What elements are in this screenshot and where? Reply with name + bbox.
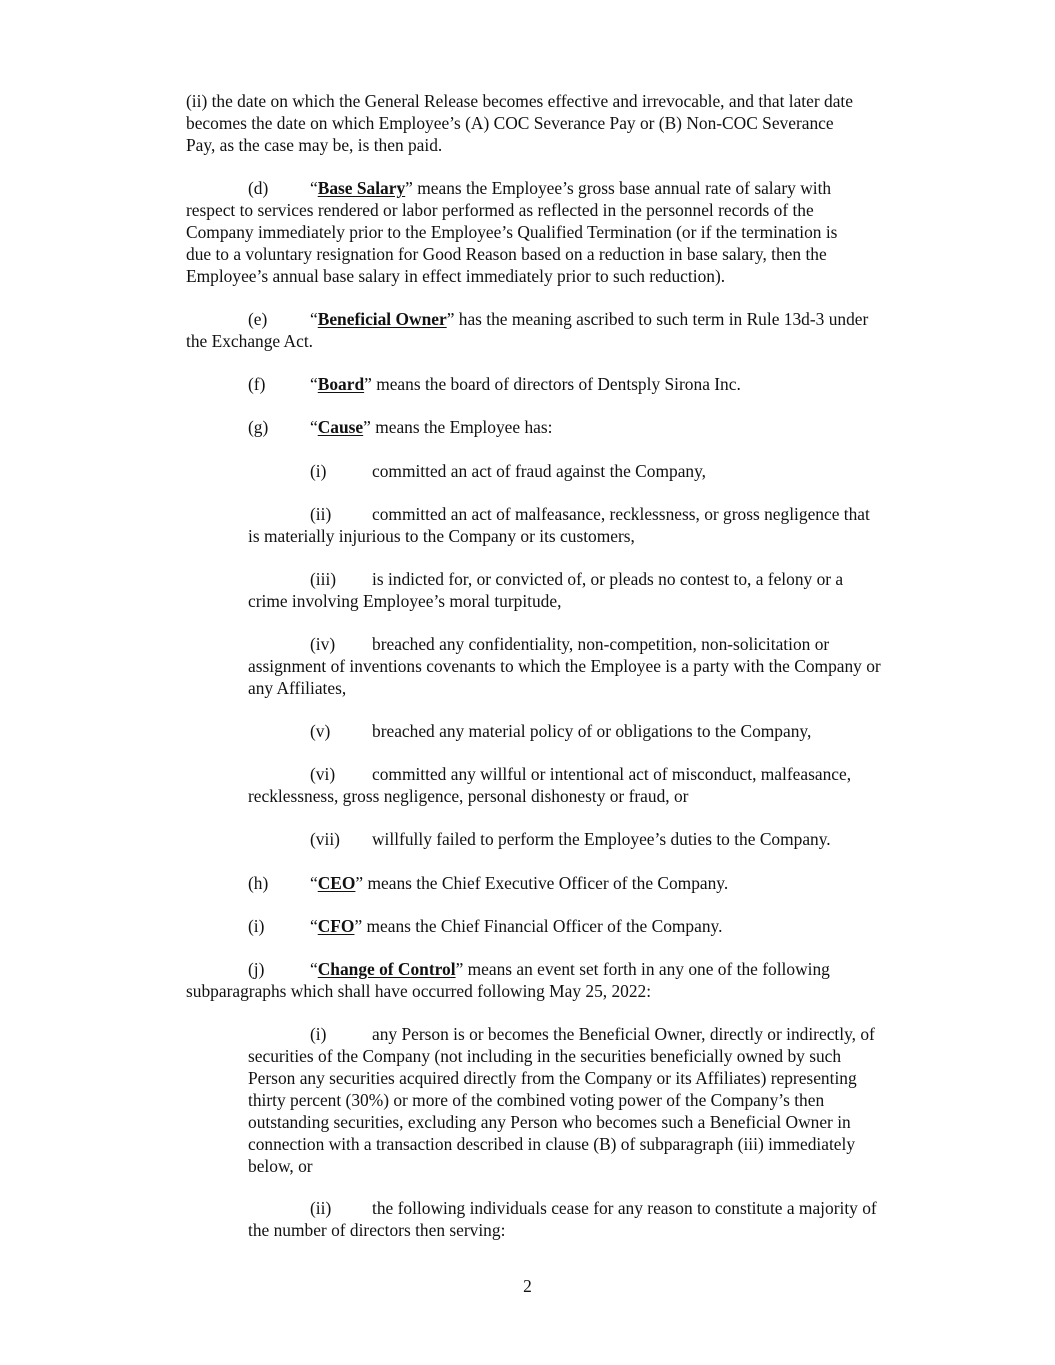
- text-line: respect to services rendered or labor performed as reflected in the personnel records of the: [186, 200, 814, 220]
- defined-term: Cause: [317, 417, 364, 437]
- definition-base-salary: (d) “Base Salary” means the Employee’s gross base annual rate of salary with respect to services rendered or labor performed as reflected in the personnel records of the Company immediately prior to the Employee’s Qualified Termination (or if the termination is due to a voluntary resignation for Good Reason based on a reduction in base salary, then the Employee’s annual base salary in effect immediately prior to such reduction).: [186, 178, 838, 286]
- defined-term: Board: [317, 374, 365, 394]
- clause-number: (ii): [310, 504, 332, 524]
- definition-cfo: (i) “CFO” means the Chief Financial Officer of the Company.: [248, 916, 723, 936]
- page-number: 2: [523, 1276, 532, 1296]
- item-text: willfully failed to perform the Employee’s duties to the Company.: [372, 829, 831, 849]
- text-line: Employee’s annual base salary in effect immediately prior to such reduction).: [186, 266, 726, 286]
- text-line: Company immediately prior to the Employee’s Qualified Termination (or if the termination is: [186, 222, 838, 242]
- clause-number: (h): [248, 873, 269, 893]
- text-line: (ii) the date on which the General Release becomes effective and irrevocable, and that later date: [186, 91, 853, 111]
- item-text: committed an act of malfeasance, recklessness, or gross negligence that: [372, 504, 870, 524]
- text-line: thirty percent (30%) or more of the combined voting power of the Company’s then: [248, 1090, 825, 1110]
- definition-text: ” means an event set forth in any one of the following: [455, 959, 830, 979]
- clause-number: (iii): [310, 569, 337, 589]
- clause-number: (ii): [310, 1198, 332, 1218]
- item-text: is indicted for, or convicted of, or pleads no contest to, a felony or a: [372, 569, 844, 589]
- clause-number: (i): [310, 461, 327, 481]
- text-line: below, or: [248, 1156, 313, 1176]
- text-line: any Affiliates,: [248, 678, 347, 698]
- clause-number: (iv): [310, 634, 336, 654]
- definition-beneficial-owner: (e) “Beneficial Owner” has the meaning ascribed to such term in Rule 13d-3 under the Exchange Act.: [186, 309, 869, 351]
- definition-cause: (g) “Cause” means the Employee has:: [248, 417, 553, 437]
- cause-item-v: [248, 720, 811, 742]
- item-text: any Person is or becomes the Beneficial Owner, directly or indirectly, of: [372, 1024, 875, 1044]
- defined-term: Beneficial Owner: [317, 309, 447, 329]
- text-line: outstanding securities, excluding any Person who becomes such a Beneficial Owner in: [248, 1112, 851, 1132]
- definition-text: ” means the Employee’s gross base annual rate of salary with: [405, 178, 832, 198]
- item-text: the following individuals cease for any reason to constitute a majority of: [372, 1198, 877, 1218]
- definition-text: ” means the Employee has:: [363, 417, 553, 437]
- text-line: Pay, as the case may be, is then paid.: [186, 135, 443, 155]
- item-text: breached any confidentiality, non-competition, non-solicitation or: [372, 634, 830, 654]
- clause-number: (g): [248, 417, 269, 437]
- clause-number: (vi): [310, 764, 336, 784]
- definition-text: ” means the board of directors of Dentsply Sirona Inc.: [364, 374, 741, 394]
- text-line: assignment of inventions covenants to which the Employee is a party with the Company or: [248, 656, 881, 676]
- text-line: Person any securities acquired directly from the Company or its Affiliates) representing: [248, 1068, 857, 1088]
- clause-number: (d): [248, 178, 269, 198]
- clause-number: (v): [310, 721, 331, 741]
- text-line: subparagraphs which shall have occurred following May 25, 2022:: [186, 981, 652, 1001]
- text-line: the number of directors then serving:: [248, 1220, 506, 1240]
- cause-item-vii: [248, 828, 831, 850]
- definition-ceo: (h) “CEO” means the Chief Executive Officer of the Company.: [248, 873, 729, 893]
- clause-number: (j): [248, 959, 265, 979]
- text-line: due to a voluntary resignation for Good Reason based on a reduction in base salary, then the: [186, 244, 827, 264]
- text-line: crime involving Employee’s moral turpitude,: [248, 591, 562, 611]
- clause-number: (i): [310, 1024, 327, 1044]
- text-line: recklessness, gross negligence, personal dishonesty or fraud, or: [248, 786, 689, 806]
- definition-text: ” means the Chief Financial Officer of the Company.: [354, 916, 723, 936]
- definition-text: ” means the Chief Executive Officer of the Company.: [355, 873, 729, 893]
- text-line: securities of the Company (not including in the securities beneficially owned by such: [248, 1046, 842, 1066]
- clause-number: (i): [248, 916, 265, 936]
- item-text: committed any willful or intentional act of misconduct, malfeasance,: [372, 764, 852, 784]
- definition-board: (f) “Board” means the board of directors of Dentsply Sirona Inc.: [248, 374, 741, 394]
- definition-change-of-control: (j) “Change of Control” means an event set forth in any one of the following subparagraphs which shall have occurred following May 25, 2022:: [186, 959, 830, 1001]
- change-of-control-item-i: [248, 1023, 875, 1177]
- cause-item-iv: [248, 633, 881, 699]
- item-text: committed an act of fraud against the Company,: [372, 461, 707, 481]
- text-line: connection with a transaction described in clause (B) of subparagraph (iii) immediately: [248, 1134, 856, 1154]
- clause-number: (vii): [310, 829, 340, 849]
- clause-number: (e): [248, 309, 268, 329]
- text-line: is materially injurious to the Company or its customers,: [248, 526, 635, 546]
- change-of-control-item-ii: [248, 1197, 877, 1241]
- defined-term: CFO: [317, 916, 355, 936]
- cause-item-ii: [248, 503, 870, 547]
- item-text: breached any material policy of or obligations to the Company,: [372, 721, 812, 741]
- clause-number: (f): [248, 374, 266, 394]
- cause-item-vi: [248, 763, 851, 807]
- defined-term: Base Salary: [317, 178, 406, 198]
- defined-term: Change of Control: [317, 959, 456, 979]
- definition-text: ” has the meaning ascribed to such term in Rule 13d-3 under: [446, 309, 869, 329]
- text-line: becomes the date on which Employee’s (A) COC Severance Pay or (B) Non-COC Severance: [186, 113, 834, 133]
- defined-term: CEO: [317, 873, 356, 893]
- cause-item-iii: [248, 568, 843, 612]
- intro-paragraph: [186, 90, 853, 156]
- cause-item-i: [248, 460, 706, 482]
- text-line: the Exchange Act.: [186, 331, 313, 351]
